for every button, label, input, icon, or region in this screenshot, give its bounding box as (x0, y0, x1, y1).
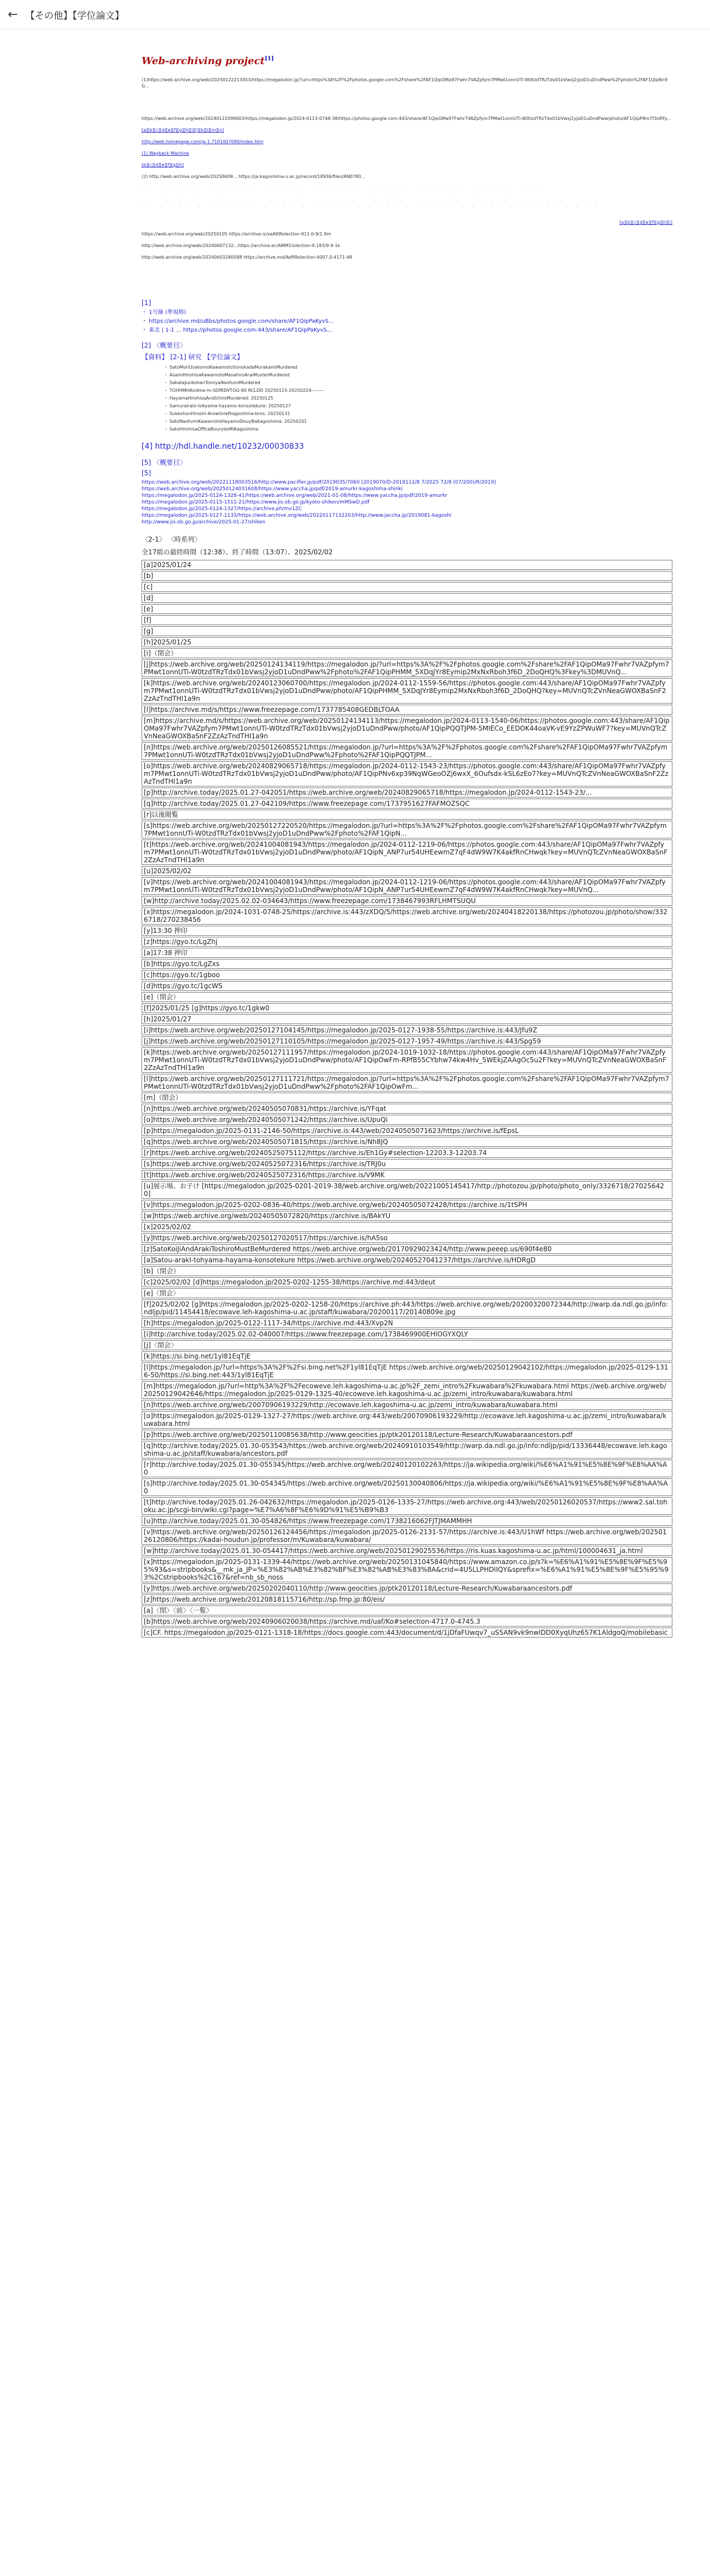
entry-item[interactable]: [j]〈閉会〉 (142, 1340, 672, 1350)
entry-item[interactable]: [a]〈閉〉〈前〉〈一覧〉 (142, 1606, 672, 1615)
entry-item[interactable]: [q]http://archive.today/2025.01.27-042109/https://www.freezepage.com/1737951627FAFMOZSQC (142, 799, 672, 809)
entry-item[interactable]: [y]https://web.archive.org/web/20250127020517/https://archive.is/hA5so (142, 1233, 672, 1243)
entries-list (142, 560, 672, 1638)
entry-item[interactable]: [i]https://web.archive.org/web/20250127104145/https://megalodon.jp/2025-0127-1938-55/https://archive.is:443/Jfu9Z (142, 1025, 672, 1035)
archive-line-a[interactable]: http://web.homepage.com/ja-1.7101007090/index.htm (142, 139, 264, 144)
article-heading: Web-archiving project[1] (142, 55, 274, 67)
entry-item[interactable]: [g] (142, 626, 672, 636)
entry-item[interactable]: [h]https://megalodon.jp/2025-0122-1117-34/https://archive.md:443/Xvp2N (142, 1318, 672, 1328)
ref-item[interactable]: ・ 東北 | 1-1 ... https://photos.google.com:443/share/AF1QipPaKyvS... (142, 327, 332, 333)
entry-item[interactable]: [u]2025/02/02 (142, 866, 672, 876)
entry-item[interactable]: [s]https://web.archive.org/web/20240525072316/https://archive.is/TRJ0u (142, 1159, 672, 1169)
entry-item[interactable]: [m]https://archive.md/s/https://web.archive.org/web/20250124134113/https://megalodon.jp/2024-0113-1540-06/https://photos.google.com:443/share/AF1QipOMa97Fwhr7VAZpfym7PMwt1onnUTi-W0tzdTRzTdx01bVwsj2yjoD1uDndPww/photo/AF1QipPQQTJPM-5MIECo_EEDOK44oaVK-vE9YzZPWuWF7?key=MUVnQTcZVnNeaGWOXBaSnF2ZzAzTndTHI1a9n (142, 716, 672, 741)
list-item: ・ SatoHirohisaOfficeBourydoMiKagoshima (164, 427, 259, 432)
entry-item[interactable]: [z]https://web.archive.org/web/20120818115716/http://sp.fmp.jp:80/eis/ (142, 1594, 672, 1604)
entry-item[interactable]: [x]2025/02/02 (142, 1222, 672, 1232)
entry-item[interactable]: [e]〈閉会〉 (142, 1288, 672, 1298)
entry-item[interactable]: [b]https://web.archive.org/web/20240906020038/https://archive.md/uaf/Ko#selection-4717.0-4745.3 (142, 1617, 672, 1627)
divider-dots: · · · · · · · · · · · · · · · · · · · · · · · · · · · · · · · · · · · · · · · · · · · (142, 190, 544, 195)
archive-line-b2[interactable]: [b][c][d][e][f][g][h] (142, 162, 184, 167)
section-2-1: 〈2-1〉 〈時系列〉 (142, 536, 201, 543)
entry-item[interactable]: [c]https://gyo.tc/1gboo (142, 970, 672, 980)
entry-item[interactable]: [l]https://web.archive.org/web/20250127111721/https://megalodon.jp/?url=https%3A%2F%2Fphotos.google.com%2Fshare%2FAF1QipOMa97Fwhr7VAZpfym7PMwt1onnUTi-W0tzdTRzTdx01bVwsj2yjoD1uDndPww%2Fphoto%2FAF1QipOwFm... (142, 1074, 672, 1092)
entry-item[interactable]: [d] (142, 593, 672, 603)
list-item: ・ SatoMoriUsakomoKawamotoSonokadaMurakamiMurdered (164, 365, 298, 370)
archive-line-e: http://web.archive.org/web/20240607132...https://archive.ec/AMM1lolection-9.183/9-9-1k (142, 243, 341, 248)
entry-item[interactable]: [o]https://web.archive.org/web/20240829065718/https://megalodon.jp/2024-0112-1543-23/https://photos.google.com:443/share/AF1QipOMa97Fwhr7VAZpfym7PMwt1onnUTi-W0tzdTRzTdx01bVwsj2yjoD1uDndPww/photo/AF1QipPNv6xp39NqWGeoOZj6wxX_6Oufsdx-kSL6zEo7?key=MUVnQTcZVnNeaGWOXBaSnF2ZzAzTndTHI1a9n (142, 761, 672, 786)
entry-item[interactable]: [x]https://megalodon.jp/2024-1031-0748-25/https://archive.is:443/zXDQ/5/https://web.archive.org/web/20240418220138/https://photozou.jp/photo/show/3326718/270238456 (142, 907, 672, 925)
section-5: [5] 〈概要目〉 (142, 459, 186, 466)
entry-item[interactable]: [o]https://megalodon.jp/2025-0129-1327-27/https://web.archive.org:443/web/20070906193229/http://ecowave.leh.kagoshima-u.ac.jp/zemi_intro/kuwabara/kuwabara.html (142, 1411, 672, 1429)
entry-item[interactable]: [c]2025/02/02 [d]https://megalodon.jp/2025-0202-1255-38/https://archive.md:443/deut (142, 1277, 672, 1287)
entry-item[interactable]: [r]http://archive.today/2025.01.30-055345/https://web.archive.org/web/20240120102263/https://ja.wikipedia.org/wiki/%E6%A1%91%E5%8E%9F%E8%AA%A0 (142, 1460, 672, 1477)
archive-line-d: https://web.archive.org/web/20250105 https://archive.is/xeAttRolection-911.0-9/1.9m (142, 232, 331, 237)
entry-item[interactable]: [k]https://si.bing.net/1yl81EqTjE (142, 1351, 672, 1361)
list-item[interactable]: https://megalodon.jp/2025-0124-1327/https://archive.ph/mv1ZC (142, 506, 302, 512)
back-arrow-icon[interactable]: ← (8, 7, 18, 22)
section-5b[interactable]: [5] (142, 469, 151, 477)
top-bar (0, 0, 710, 29)
entry-item[interactable]: [d]https://gyo.tc/1gcWS (142, 981, 672, 991)
entry-item[interactable]: [n]https://web.archive.org/web/20070906193229/http://ecowave.leh.kagoshima-u.ac.jp/zemi_intro/kuwabara/kuwabara.html (142, 1400, 672, 1410)
entry-item[interactable]: [p]https://megalodon.jp/2025-0131-2146-50/https://archive.is:443/web/20240505071623/https://archive.is/fEpsL (142, 1126, 672, 1136)
mini-link-list (142, 479, 672, 526)
entry-item[interactable]: [z]SatoKoiJiAndArakiToshiroMustBeMurdered https://web.archive.org/web/20170929023424/http://www.peeep.us/690f4e80 (142, 1244, 672, 1254)
entry-item[interactable]: [f]2025/01/25 [g]https://gyo.tc/1gkw0 (142, 1003, 672, 1013)
entry-item[interactable]: [h]2025/01/25 (142, 637, 672, 647)
entry-item[interactable]: [t]https://web.archive.org/web/20241004081943/https://megalodon.jp/2024-0112-1219-06/https://photos.google.com:443/share/AF1QipOMa97Fwhr7VAZpfym7PMwt1onnUTi-W0tzdTRzTdx01bVwsj2yjoD1uDndPww/photo/AF1QipN_ANP7ur54UHEewmZ7qF4dW9W7K4akfRnCHwqk?key=MUVnQTcZVnNeaGWOXBaSnF2ZzAzTndTHI1a9n (142, 840, 672, 865)
archive-line-g: http://web.archive.org/web/20240603280588 https://archive.md/AeftRolection-4007.0-4171-48 (142, 255, 352, 260)
entry-item[interactable]: [r]以後閲覧 (142, 810, 672, 820)
entry-item[interactable]: [a]2025/01/24 (142, 560, 672, 570)
entry-item[interactable]: [v]https://web.archive.org/web/20250126124456/https://megalodon.jp/2025-0126-2131-57/https://archive.is:443/U1hWf https://web.archive.org/web/20250126120806/https://kadai-houdun.jp/professor/m/Kuwabara/kuwabara/ (142, 1527, 672, 1545)
list-item: ・ Samurairalo-tokyama-hayamo-konsotekure: 20250127 (164, 403, 291, 408)
ref-item[interactable]: ・ https://archive.md/uBbs/photos.google.com/share/AF1QipPaKyvS... (142, 318, 334, 324)
entry-item[interactable]: [a]17:38 押印 (142, 948, 672, 958)
archive-line-c: (2) http://web.archive.org/web/20250609... https://ja.kagoshima-u.ac.jp/record/18936/files/AN0780... (142, 174, 366, 179)
list-item: ・ HayamaHirohisaAndIchiroMurdered: 20250125 (164, 396, 274, 401)
ref-list (142, 309, 672, 334)
entry-item[interactable]: [i]http://archive.today/2025.02.02-040007/https://www.freezepage.com/1738469900EHIOGYXQLY (142, 1329, 672, 1339)
archive-line-f[interactable]: [a][b][c][d][e][f][g][h][i] (619, 220, 672, 225)
entry-item[interactable]: [w]https://web.archive.org/web/20240505072820/https://archive.is/BAkYU (142, 1211, 672, 1221)
entry-item[interactable]: [m]https://megalodon.jp/?url=http%3A%2F%2Fecoweve.leh.kagoshima-u.ac.jp%2F_zemi_intro%2Fkuwabara%2Fkuwabara.html https://web.archive.org/web/20250129042646/https://megalodon.jp/2025-0129-1325-40/ecoweve.leh.kagoshima-u.ac.jp/zemi_intro/kuwabara/kuwabara.html (142, 1381, 672, 1399)
list-item[interactable]: https://web.archive.org/web/20221118003516/http://www.pacifier.jp/pdf/2019035/7060 [2019070/D-2019112/8 7/2025 72/8 (07/200)/R/2019] (142, 480, 496, 485)
entry-item[interactable]: [k]https://web.archive.org/web/20240123060700/https://megalodon.jp/2024-0112-1559-56/https://photos.google.com:443/share/AF1QipOMa97Fwhr7VAZpfym7PMwt1onnUTi-W0tzdTRzTdx01bVwsj2yjoD1uDndPww/photo/AF1QipPHMM_5XDqJYr8Eymip2MxNxRboh3f6D_2DoQHQ?key=MUVnQTcZVnNeaGWOXBaSnF2ZzAzTndTHI1a9n (142, 678, 672, 704)
entry-item[interactable]: [y]https://web.archive.org/web/20250202040110/http://www.geocities.jp/ptk20120118/Lecture-Research/Kuwabaraancestors.pdf (142, 1583, 672, 1593)
entry-item[interactable]: [s]https://web.archive.org/web/20250127220520/https://megalodon.jp/?url=https%3A%2F%2Fphotos.google.com%2Fshare%2FAF1QipOMa97Fwhr7VAZpfym7PMwt1onnUTi-W0tzdTRzTdx01bVwsj2yjoD1uDndPww%2Fphoto%2FAF1QipN... (142, 821, 672, 838)
list-item[interactable]: https://megalodon.jp/2025-0127-1133/https://web.archive.org/web/20220117132203/http://www.jaccha.jp/2019081-kagoshi (142, 513, 452, 518)
list-item[interactable]: http://www.jis.ob.go.jp/archive/2025-01-27/shiken (142, 520, 265, 525)
entry-item[interactable]: [p]http://archive.today/2025.01.27-042051/https://web.archive.org/web/20240829065718/https://megalodon.jp/2024-0112-1543-23/... (142, 788, 672, 798)
entry-item[interactable]: [n]https://web.archive.org/web/20250126085521/https://megalodon.jp/?url=https%3A%2F%2Fphotos.google.com%2Fshare%2FAF1QipOMa97Fwhr7VAZpfym7PMwt1onnUTi-W0tzdTRzTdx01bVwsj2yjoD1uDndPww%2Fphoto%2FAF1QipPQQTJPM... (142, 742, 672, 760)
entry-item[interactable]: [o]https://web.archive.org/web/20240505071242/https://archive.is/UpuQi (142, 1115, 672, 1125)
list-item: ・ SukeshonHiroshi-Arowiiniefkagoshima-bros: 20250131 (164, 411, 290, 416)
entry-item[interactable]: [l]https://megalodon.jp/?url=https%3A%2F%2Fsi.bing.net%2F1yl81EqTjE https://web.archive.org/web/20250129042102/https://megalodon.jp/2025-0129-1316-50/https://si.bing.net:443/1yl81EqTjE (142, 1362, 672, 1380)
entry-item[interactable]: [q]https://web.archive.org/web/20240505071815/https://archive.is/Nh8JQ (142, 1137, 672, 1147)
list-item: ・ SatoNaofumiKawamotoHayamoDouyBaKagoshima: 20250201 (164, 419, 307, 424)
entry-item[interactable]: [y]13:30 押印 (142, 926, 672, 936)
entry-item[interactable]: [v]https://megalodon.jp/2025-0202-0836-40/https://web.archive.org/web/20240505072428/https://archive.is/1tSPH (142, 1200, 672, 1210)
entry-item[interactable]: [m]（閉会） (142, 1093, 672, 1103)
entry-item[interactable]: [t]https://web.archive.org/web/20240525072316/https://archive.is/V9MK (142, 1170, 672, 1180)
entry-item[interactable]: [b]https://gyo.tc/LgZxs (142, 959, 672, 969)
list-item[interactable]: https://megalodon.jp/2025-0124-1328-41/https://web.archive.org/web/2021-01-08/https://www.yaccha.jp/pdf/2019-amurkr (142, 493, 447, 499)
list-item: ・ SakataJunkohanTomiyaNaofumiMurdered (164, 380, 260, 385)
entry-item[interactable]: [t]http://archive.today/2025.01.26-042632/https://megalodon.jp/2025-0126-1335-27/https://web.archive.org:443/web/20250126020537/https://www2.sal.tohoku.ac.jp/scgi-bin/wiki.cgi?page=%E7%A6%8F%E6%9D%91%E5%B9%B3 (142, 1497, 672, 1515)
list-item: ・ TOHHMHAndme-m-SDfRDVTOG-80 RCLDD 20250115-20250224-------- (164, 388, 325, 393)
archive-block-1: (1)https://web.archive.org/web/20250122213453/https://megalodon.jp/?url=https%3A%2F%2Fphotos.google.com%2Fshare%2FAF1QipOMa97Fwhr7VAZpfym7PMwt1onnUTi-W0tzdTRzTdx01bVwsj2yjoD1uDndPww%2Fphoto%2FAF1QipNn9G... (142, 77, 667, 88)
list-item[interactable]: https://web.archive.org/web/20250124031608/https://www.yaccha.jp/pdf/2019-amurkr-kagoshima-shinki (142, 486, 403, 492)
page-title: 【その他】【学位論文】 (25, 10, 124, 22)
entry-item[interactable]: [f]2025/02/02 [g]https://megalodon.jp/2025-0202-1258-20/https://archive.ph:443/https://web.archive.org/web/20200320072344/http://warp.da.ndl.go.jp/info:ndljp/pid/11454418/ecowave.leh-kagoshima-u.ac.jp/staff/kuwabara/20200117/20140809e.jpg (142, 1299, 672, 1317)
names-list (142, 364, 672, 433)
entry-item[interactable]: [j]https://web.archive.org/web/20250124134119/https://megalodon.jp/?url=https%3A%2F%2Fphotos.google.com%2Fshare%2FAF1QipOMa97Fwhr7VAZpfym7PMwt1onnUTi-W0tzdTRzTdx01bVwsj2yjoD1uDndPww%2Fphoto%2FAF1QipPHMM_5XDqJYr8Eymip2MxNxRboh3f6D_2DoQHQ%3Fkey%3DMUVnQ... (142, 659, 672, 677)
footnote-link[interactable]: [1] (264, 56, 274, 62)
list-item[interactable]: https://megalodon.jp/2025-0115-1511-21/https://www.jis.ob.go.jp/kyoto-shiken/mMSwD.pdf (142, 500, 370, 505)
entry-item[interactable]: [b] (142, 571, 672, 581)
entry-item[interactable]: [a]Satou-arakI-tohyama-hayama-konsotekure https://web.archive.org/web/20240527041237/https://archive.is/HDRgD (142, 1255, 672, 1265)
list-item: ・ AsamiHirohisaKawamotoMasahiroAraiMusterMurdered (164, 373, 290, 377)
section-2b[interactable]: 【資料】 [2-1] 研究 【学位論文】 (142, 353, 244, 361)
entry-item[interactable]: [w]http://archive.today/2025.02.02-034643/https://www.freezepage.com/1738467993RFLHMTSUQU (142, 896, 672, 906)
entry-item[interactable]: [k]https://web.archive.org/web/20250127111957/https://megalodon.jp/2024-1019-1032-18/https://photos.google.com:443/share/AF1QipOMa97Fwhr7VAZpfym7PMwt1onnUTi-W0tzdTRzTdx01bVwsj2yjoD1uDndPww/photo/AF1QipOwFm-RPfB55CYbhw74kw4Hv_5WEkjZAAgOc5u2F?key=MUVnQTcZVnNeaGWOXBaSnF2ZzAzTndTHI1a9n (142, 1047, 672, 1073)
archive-block-2: https://web.archive.org/web/20240122099003/https://megalodon.jp/2024-0113-0748-38/https://photos.google.com:443/share/AF1QipOMa97Fwhr7VAZpfym7PMwt1onnUTi-W0tzdTRzTdx01bVwsj2yjoD1uDndPww/photo/AF1QipP8m7f3oRFy... (142, 116, 671, 121)
entry-item[interactable]: [f] (142, 615, 672, 625)
entry-item[interactable]: [i]（閉会） (142, 648, 672, 658)
entry-item[interactable]: [l]https://archive.md/s/https://www.freezepage.com/1737785408GEDBLTOAA (142, 705, 672, 715)
ref-item[interactable]: ・ 1号線 (準規格) (142, 309, 186, 316)
entry-item[interactable]: [c] (142, 582, 672, 592)
entry-item[interactable]: [b]（閉会） (142, 1266, 672, 1276)
entry-item[interactable]: [x]https://megalodon.jp/2025-0131-1339-44/https://web.archive.org/web/20250131045840/https://www.amazon.co.jp/s?k=%E6%A1%91%E5%8E%9F%E5%95%93&s=stripbooks&__mk_ja_JP=%E3%82%AB%E3%82%BF%E3%82%AB%E3%83%8A&crid=4U5LLPHDIIQY&sprefix=%E6%A1%91%E5%8E%9F%E5%95%93%2Cstripbooks%2C167&ref=nb_sb_noss (142, 1557, 672, 1582)
entry-item[interactable]: [c]CF. https://megalodon.jp/2025-0121-1318-18/https://docs.google.com:443/document/d/1jDfaFUwqv7_uS5AN9vk9nwIDD0XyqUhz657K1AldgoQ/mobilebasic (142, 1628, 672, 1638)
entry-item[interactable]: [u]http://archive.today/2025.01.30-054826/https://www.freezepage.com/1738216062FJTJMAMMHH (142, 1516, 672, 1526)
entry-item[interactable]: [v]https://web.archive.org/web/20241004081943/https://megalodon.jp/2024-0112-1219-06/https://photos.google.com:443/share/AF1QipOMa97Fwhr7VAZpfym7PMwt1onnUTi-W0tzdTRzTdx01bVwsj2yjoD1uDndPww/photo/AF1QipN_ANP7ur54UHEewmZ7qF4dW9W7K4akfRnCHwqk?key=MUVnQ... (142, 877, 672, 895)
entry-item[interactable]: [u]展示場、お子け [https://megalodon.jp/2025-0201-2019-38/web.archive.org/web/20221005145417/http://photozou.jp/photo/photo_only/3326718/270256420] (142, 1181, 672, 1199)
wayback-link[interactable]: (1) Wayback Machine (142, 151, 189, 156)
ref-heading[interactable]: [1] (142, 299, 151, 307)
entry-item[interactable]: [s]http://archive.today/2025.01.30-054345/https://web.archive.org/web/20250130040806/https://ja.wikipedia.org/wiki/%E6%A1%91%E5%8E%9F%E8%AA%A0 (142, 1478, 672, 1496)
section-4-link[interactable]: [4] http://hdl.handle.net/10232/00030833 (142, 442, 304, 451)
article-body (142, 51, 672, 1639)
entry-item[interactable]: [r]https://web.archive.org/web/20240525075112/https://archive.is/Eh1Gy#selection-12203.3-12203.74 (142, 1148, 672, 1158)
entry-item[interactable]: [j]https://web.archive.org/web/20250127110105/https://megalodon.jp/2025-0127-1957-49/https://archive.is:443/Spg59 (142, 1036, 672, 1046)
entry-item[interactable]: [n]https://web.archive.org/web/20240505070831/https://archive.is/YFqat (142, 1104, 672, 1114)
entry-item[interactable]: [h]2025/01/27 (142, 1014, 672, 1024)
archive-row-links[interactable]: [a][b][c][d][e][f][g][h][i][j][k][l][m][n] (142, 128, 224, 133)
entry-item[interactable]: [e]（閉会） (142, 992, 672, 1002)
entry-item[interactable]: [w]http://archive.today/2025.01.30-054417/https://web.archive.org/web/20250129025536/https://ris.kuas.kagoshima-u.ac.jp/html/100004631_ja.html (142, 1546, 672, 1556)
entry-item[interactable]: [p]https://web.archive.org/web/20250110085638/http://www.geocities.jp/ptk20120118/Lecture-Research/Kuwabaraancestors.pdf (142, 1430, 672, 1440)
entry-item[interactable]: [q]http://archive.today/2025.01.30-053543/https://web.archive.org/web/20240910103549/http://warp.da.ndl.go.jp/info:ndljp/pid/13336448/ecowave.leh.kagoshima-u.ac.jp/staff/kuwabara/ancestors.pdf (142, 1441, 672, 1458)
divider-dots: · · · · · · · · · · · · · · · · · · · · · · · · · · · · · · · · · · · · · · · · · · · · · · · · · (142, 204, 600, 209)
timeline-summary: 全17組の最終時間（12:38）、終了時間（13:07）、2025/02/02 (142, 548, 333, 556)
entry-item[interactable]: [z]https://gyo.tc/LgZhj (142, 937, 672, 947)
section-2: [2] 〈概要目〉 (142, 342, 186, 349)
entry-item[interactable]: [e] (142, 604, 672, 614)
